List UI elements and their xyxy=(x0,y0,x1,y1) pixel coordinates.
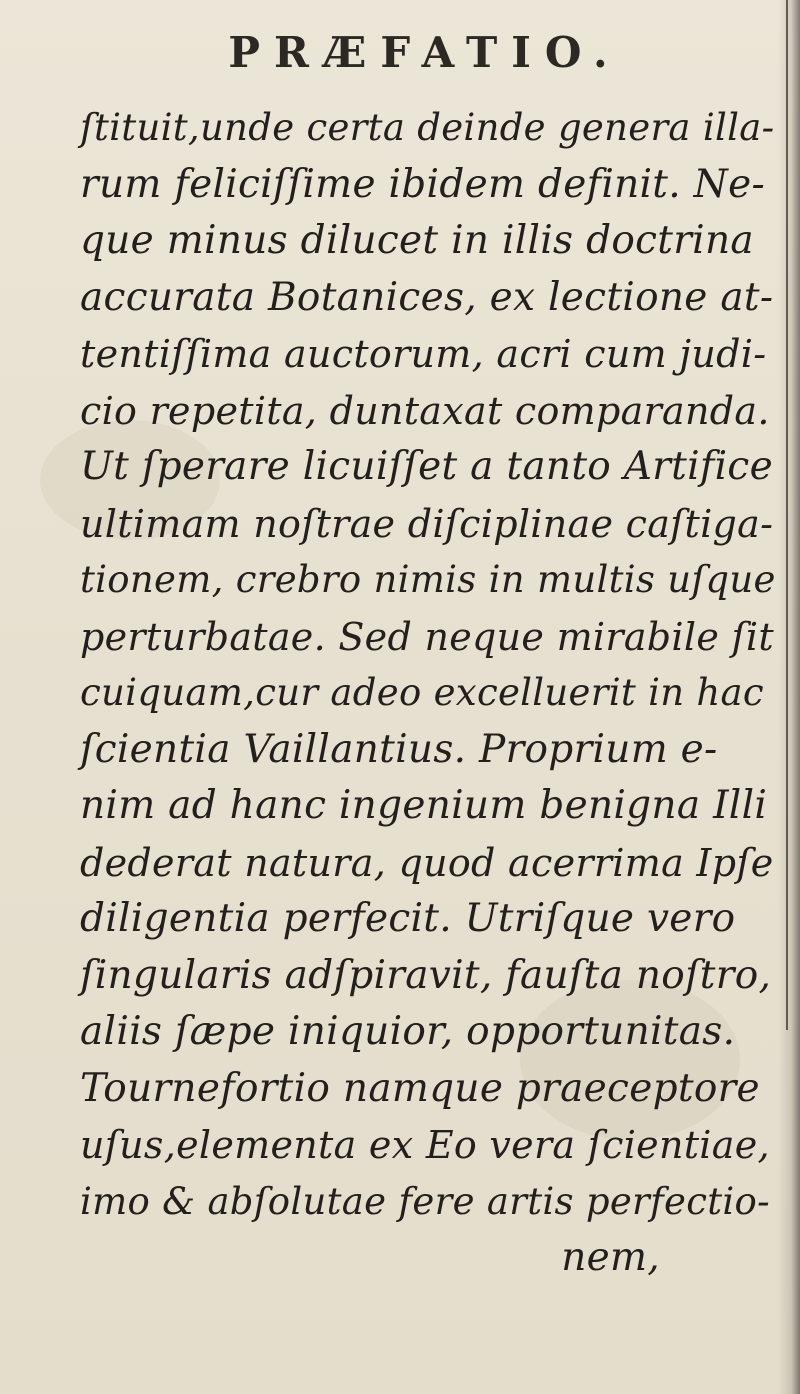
text-line: cio repetita, duntaxat comparanda. xyxy=(80,388,770,433)
text-line: Tournefortio namque praeceptore xyxy=(80,1065,760,1111)
text-line: ſcientia Vaillantius. Proprium e- xyxy=(80,726,718,772)
text-line: ſingularis adſpiravit, fauſta noſtro, xyxy=(80,952,772,998)
catchword: nem, xyxy=(561,1235,660,1280)
text-line: diligentia perfecit. Utriſque vero xyxy=(80,896,736,941)
running-head: PRÆFATIO. xyxy=(228,28,622,77)
body-text xyxy=(80,100,780,1287)
text-line: dederat natura, quod acerrima Ipſe xyxy=(80,840,774,885)
page-edge-line xyxy=(786,0,788,1030)
text-line: uſus,elementa ex Eo vera ſcientiae, xyxy=(80,1123,770,1167)
text-line: rum feliciſſime ibidem definit. Ne- xyxy=(80,161,765,207)
text-line: imo & abſolutae fere artis perfectio- xyxy=(80,1179,770,1223)
text-line: nim ad hanc ingenium benigna Illi xyxy=(80,783,768,828)
text-line: perturbatae. Sed neque mirabile ſit xyxy=(80,614,774,659)
text-line: tentiſſima auctorum, acri cum judi- xyxy=(80,332,767,376)
text-line: ſtituit,unde certa deinde genera illa- xyxy=(80,106,775,149)
text-line: que minus dilucet in illis doctrina xyxy=(80,218,754,263)
text-line: accurata Botanices, ex lectione at- xyxy=(80,274,774,320)
text-line: ultimam noſtrae diſciplinae caſtiga- xyxy=(80,501,774,546)
text-line: Ut ſperare licuiſſet a tanto Artifice xyxy=(80,444,773,489)
text-line: tionem, crebro nimis in multis uſque xyxy=(80,558,776,601)
page-edge-shadow xyxy=(778,0,800,1394)
text-line: aliis ſæpe iniquior, opportunitas. xyxy=(80,1009,736,1054)
text-line: cuiquam,cur adeo excelluerit in hac xyxy=(80,671,764,714)
